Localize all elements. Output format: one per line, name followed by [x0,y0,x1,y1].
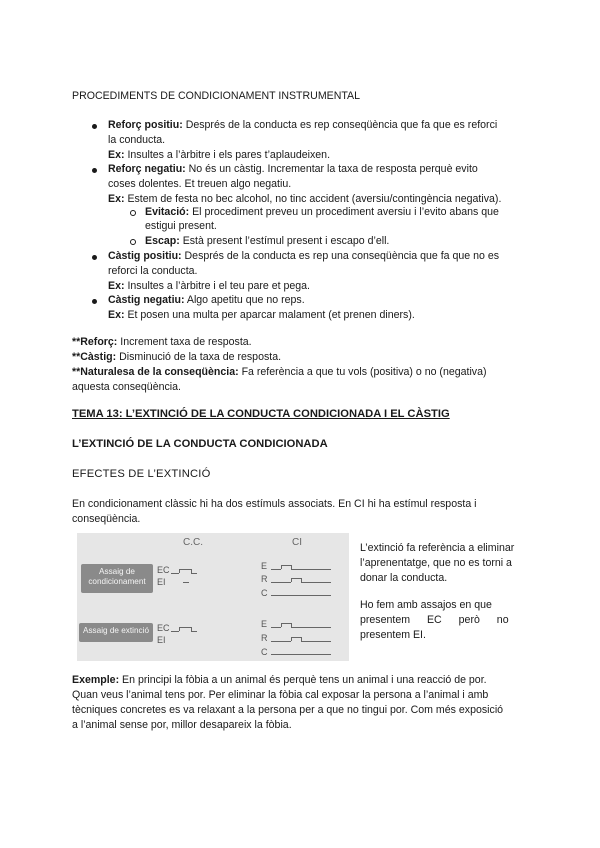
effects-heading: EFECTES DE L’EXTINCIÓ [72,468,211,480]
bullet-dot [92,255,97,260]
note-text: Fa referència a que tu vols (positiva) o no (negativa) [238,366,487,378]
note-castig [72,350,281,365]
castig-positiu-def: Després de la conducta es rep una conseqüència que fa que no es [181,250,500,262]
castig-negatiu-line-1 [108,293,305,308]
evitacio-term: Evitació: [145,206,190,218]
note-term: **Reforç: [72,336,118,348]
label-line: Assaig de [99,567,135,576]
example-label: Exemple: [72,674,120,686]
intro-line-1: En condicionament clàssic hi ha dos estímuls associats. En CI hi ha estímul resposta i [72,498,477,510]
example-paragraph-line-3: tècniques concretes es va relaxant a la persona per a que no tingui por. Com més exposició [72,704,504,716]
example-text: Insultes a l’àrbitre i el teu pare et pega. [124,280,310,292]
example-text: Et posen una multa per aparcar malament (et prenen diners). [124,309,415,321]
signal-label-e: E [261,619,268,629]
castig-positiu-term: Càstig positiu: [108,250,182,262]
side-text-line: presentem EC però no [360,614,509,626]
note-naturalesa-2: aquesta conseqüència. [72,381,181,393]
signal-label-ei: EI [157,577,166,587]
extinction-trial-label: Assaig de extinció [79,623,153,642]
castig-negatiu-example [108,308,415,323]
castig-positiu-line-1 [108,249,499,264]
signal-label-c: C [261,588,268,598]
extinction-diagram [77,533,349,661]
reforc-positiu-example [108,148,330,163]
example-text: Estem de festa no bec alcohol, no tinc accident (aversiu/contingència negativa). [124,193,502,205]
signal-label-ec: EC [157,565,170,575]
signal-label-r: R [261,574,268,584]
signal-label-ec: EC [157,623,170,633]
column-header-ci: CI [292,537,302,548]
subtitle: L’EXTINCIÓ DE LA CONDUCTA CONDICIONADA [72,438,328,450]
example-paragraph-line-2: Quan veus l’animal tens por. Per eliminar la fòbia cal exposar la persona a l’animal i amb [72,689,489,701]
castig-negatiu-term: Càstig negatiu: [108,294,185,306]
bullet-dot [92,299,97,304]
example-text: En principi la fòbia a un animal és perquè tens un animal i una reacció de por. [119,674,487,686]
example-text: Insultes a l’àrbitre i els pares t’aplaudeixen. [124,149,331,161]
side-text-line: l’aprenentatge, que no es torni a [360,557,512,569]
note-term: **Càstig: [72,351,117,363]
reforc-positiu-def-2: la conducta. [108,134,166,146]
signal-label-e: E [261,561,268,571]
castig-positiu-def-2: reforci la conducta. [108,265,198,277]
note-text: Increment taxa de resposta. [117,336,252,348]
signal-label-r: R [261,633,268,643]
example-label: Ex: [108,193,125,205]
escap-term: Escap: [145,235,180,247]
evitacio-line-1 [145,205,499,220]
tema-title: TEMA 13: L’EXTINCIÓ DE LA CONDUCTA CONDICIONADA I EL CÀSTIG [72,408,450,420]
escap-line [145,234,389,249]
example-label: Ex: [108,149,125,161]
note-text: Disminució de la taxa de resposta. [116,351,282,363]
reforc-negatiu-line-1 [108,162,478,177]
example-paragraph-line-1 [72,673,487,688]
bullet-dot [92,124,97,129]
example-label: Ex: [108,280,125,292]
evitacio-def: El procediment preveu un procediment aversiu i l’evito abans que [189,206,499,218]
reforc-positiu-def: Després de la conducta es rep conseqüència que fa que es reforci [182,119,498,131]
evitacio-line-2: estigui present. [145,220,217,232]
intro-line-2: conseqüència. [72,513,141,525]
note-naturalesa [72,365,487,380]
column-header-cc: C.C. [183,537,203,548]
reforc-positiu-term: Reforç positiu: [108,119,183,131]
side-text-line: presentem EI. [360,629,426,641]
reforc-negatiu-def: No és un càstig. Incrementar la taxa de resposta perquè evito [185,163,478,175]
side-text-line: Ho fem amb assajos en que [360,599,492,611]
reforc-positiu-line-1 [108,118,497,133]
castig-positiu-example [108,279,310,294]
side-text-line: L’extinció fa referència a eliminar [360,542,515,554]
reforc-negatiu-term: Reforç negatiu: [108,163,186,175]
note-term: **Naturalesa de la conseqüència: [72,366,239,378]
escap-def: Està present l’estímul present i escapo d’ell. [179,235,390,247]
signal-label-ei: EI [157,635,166,645]
signal-label-c: C [261,647,268,657]
reforc-negatiu-def-2: coses dolentes. Et treuen algo negatiu. [108,178,292,190]
side-text-line: donar la conducta. [360,572,448,584]
example-label: Ex: [108,309,125,321]
sub-bullet-circle [130,210,136,216]
label-line: condicionament [88,577,146,586]
bullet-dot [92,168,97,173]
section-title: PROCEDIMENTS DE CONDICIONAMENT INSTRUMENTAL [72,90,361,102]
conditioning-trial-label [81,564,153,593]
castig-negatiu-def: Algo apetitu que no reps. [184,294,305,306]
sub-bullet-circle [130,239,136,245]
note-reforc [72,335,252,350]
example-paragraph-line-4: a l’animal sense por, millor desapareix la fòbia. [72,719,292,731]
